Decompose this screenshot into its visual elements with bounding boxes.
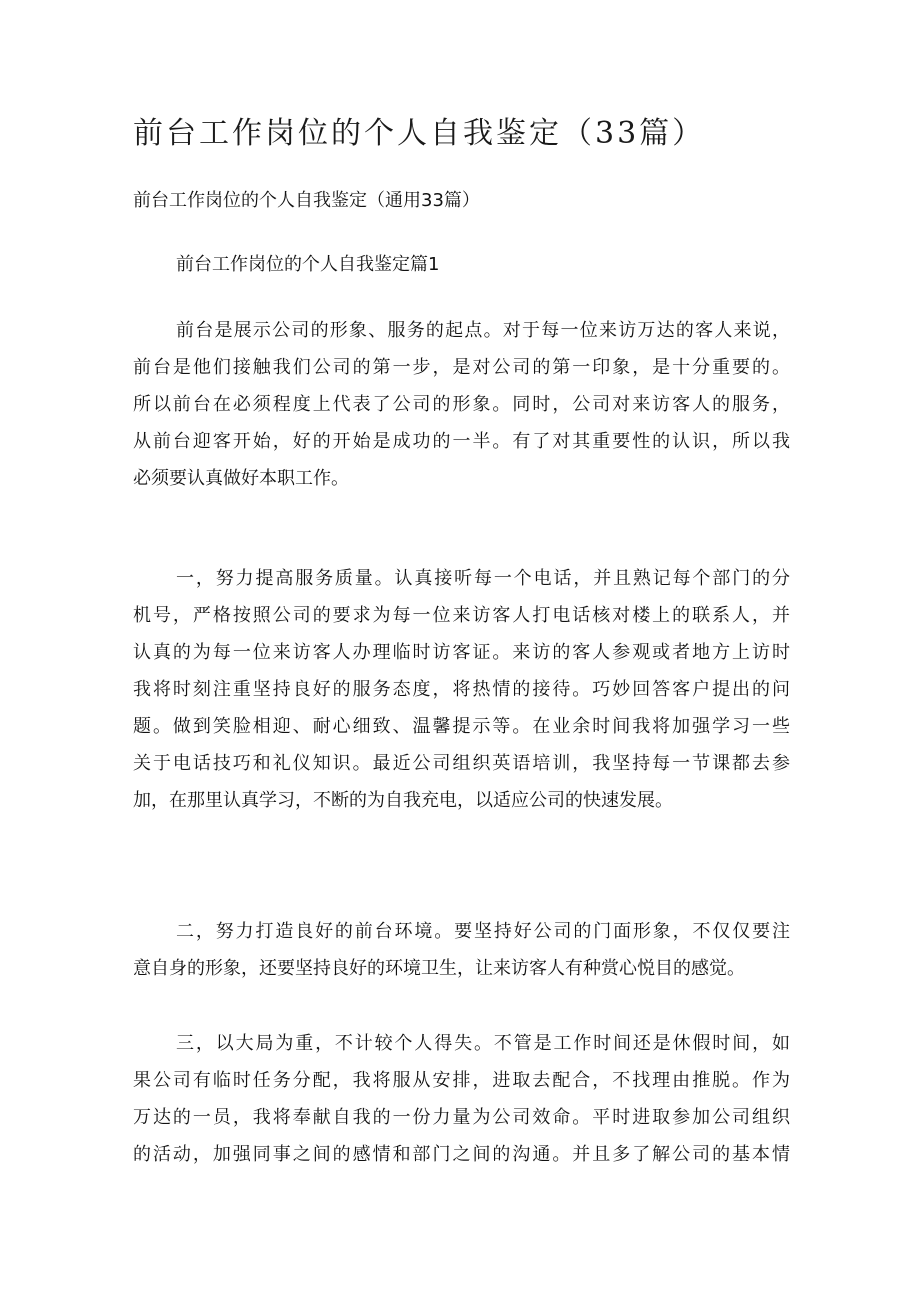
paragraph-line: 关于电话技巧和礼仪知识。最近公司组织英语培训，我坚持每一节课都去参 bbox=[133, 753, 790, 774]
paragraph-line: 果公司有临时任务分配，我将服从安排，进取去配合，不找理由推脱。作为 bbox=[133, 1070, 790, 1091]
paragraph-line: 的活动，加强同事之间的感情和部门之间的沟通。并且多了解公司的基本情 bbox=[133, 1144, 790, 1165]
paragraph-line: 我将时刻注重坚持良好的服务态度，将热情的接待。巧妙回答客户提出的问 bbox=[133, 679, 790, 700]
paragraph-line: 机号，严格按照公司的要求为每一位来访客人打电话核对楼上的联系人，并 bbox=[133, 605, 790, 626]
paragraph-teamwork bbox=[133, 1025, 790, 1173]
paragraph-line: 认真的为每一位来访客人办理临时访客证。来访的客人参观或者地方上访时 bbox=[133, 642, 790, 663]
paragraph-line: 题。做到笑脸相迎、耐心细致、温馨提示等。在业余时间我将加强学习一些 bbox=[133, 716, 790, 737]
paragraph-line: 三，以大局为重，不计较个人得失。不管是工作时间还是休假时间，如 bbox=[176, 1033, 790, 1054]
document-title: 前台工作岗位的个人自我鉴定（33篇） bbox=[133, 116, 706, 151]
paragraph-line: 前台是他们接触我们公司的第一步，是对公司的第一印象，是十分重要的。 bbox=[133, 357, 790, 378]
paragraph-line: 万达的一员，我将奉献自我的一份力量为公司效命。平时进取参加公司组织 bbox=[133, 1107, 790, 1128]
paragraph-line: 二，努力打造良好的前台环境。要坚持好公司的门面形象，不仅仅要注 bbox=[176, 921, 790, 942]
paragraph-line: 必须要认真做好本职工作。 bbox=[133, 468, 349, 489]
paragraph-line: 加，在那里认真学习，不断的为自我充电，以适应公司的快速发展。 bbox=[133, 790, 673, 811]
paragraph-line: 所以前台在必须程度上代表了公司的形象。同时，公司对来访客人的服务， bbox=[133, 394, 790, 415]
section-heading: 前台工作岗位的个人自我鉴定篇1 bbox=[176, 254, 440, 275]
paragraph-line: 意自身的形象，还要坚持良好的环境卫生，让来访客人有种赏心悦目的感觉。 bbox=[133, 958, 745, 979]
document-subtitle: 前台工作岗位的个人自我鉴定（通用33篇） bbox=[133, 190, 480, 211]
paragraph-service-quality bbox=[133, 560, 790, 819]
paragraph-intro bbox=[133, 312, 790, 497]
paragraph-line: 从前台迎客开始，好的开始是成功的一半。有了对其重要性的认识，所以我 bbox=[133, 431, 790, 452]
paragraph-line: 前台是展示公司的形象、服务的起点。对于每一位来访万达的客人来说， bbox=[176, 320, 790, 341]
paragraph-line: 一，努力提高服务质量。认真接听每一个电话，并且熟记每个部门的分 bbox=[176, 568, 790, 589]
paragraph-environment bbox=[133, 913, 790, 987]
